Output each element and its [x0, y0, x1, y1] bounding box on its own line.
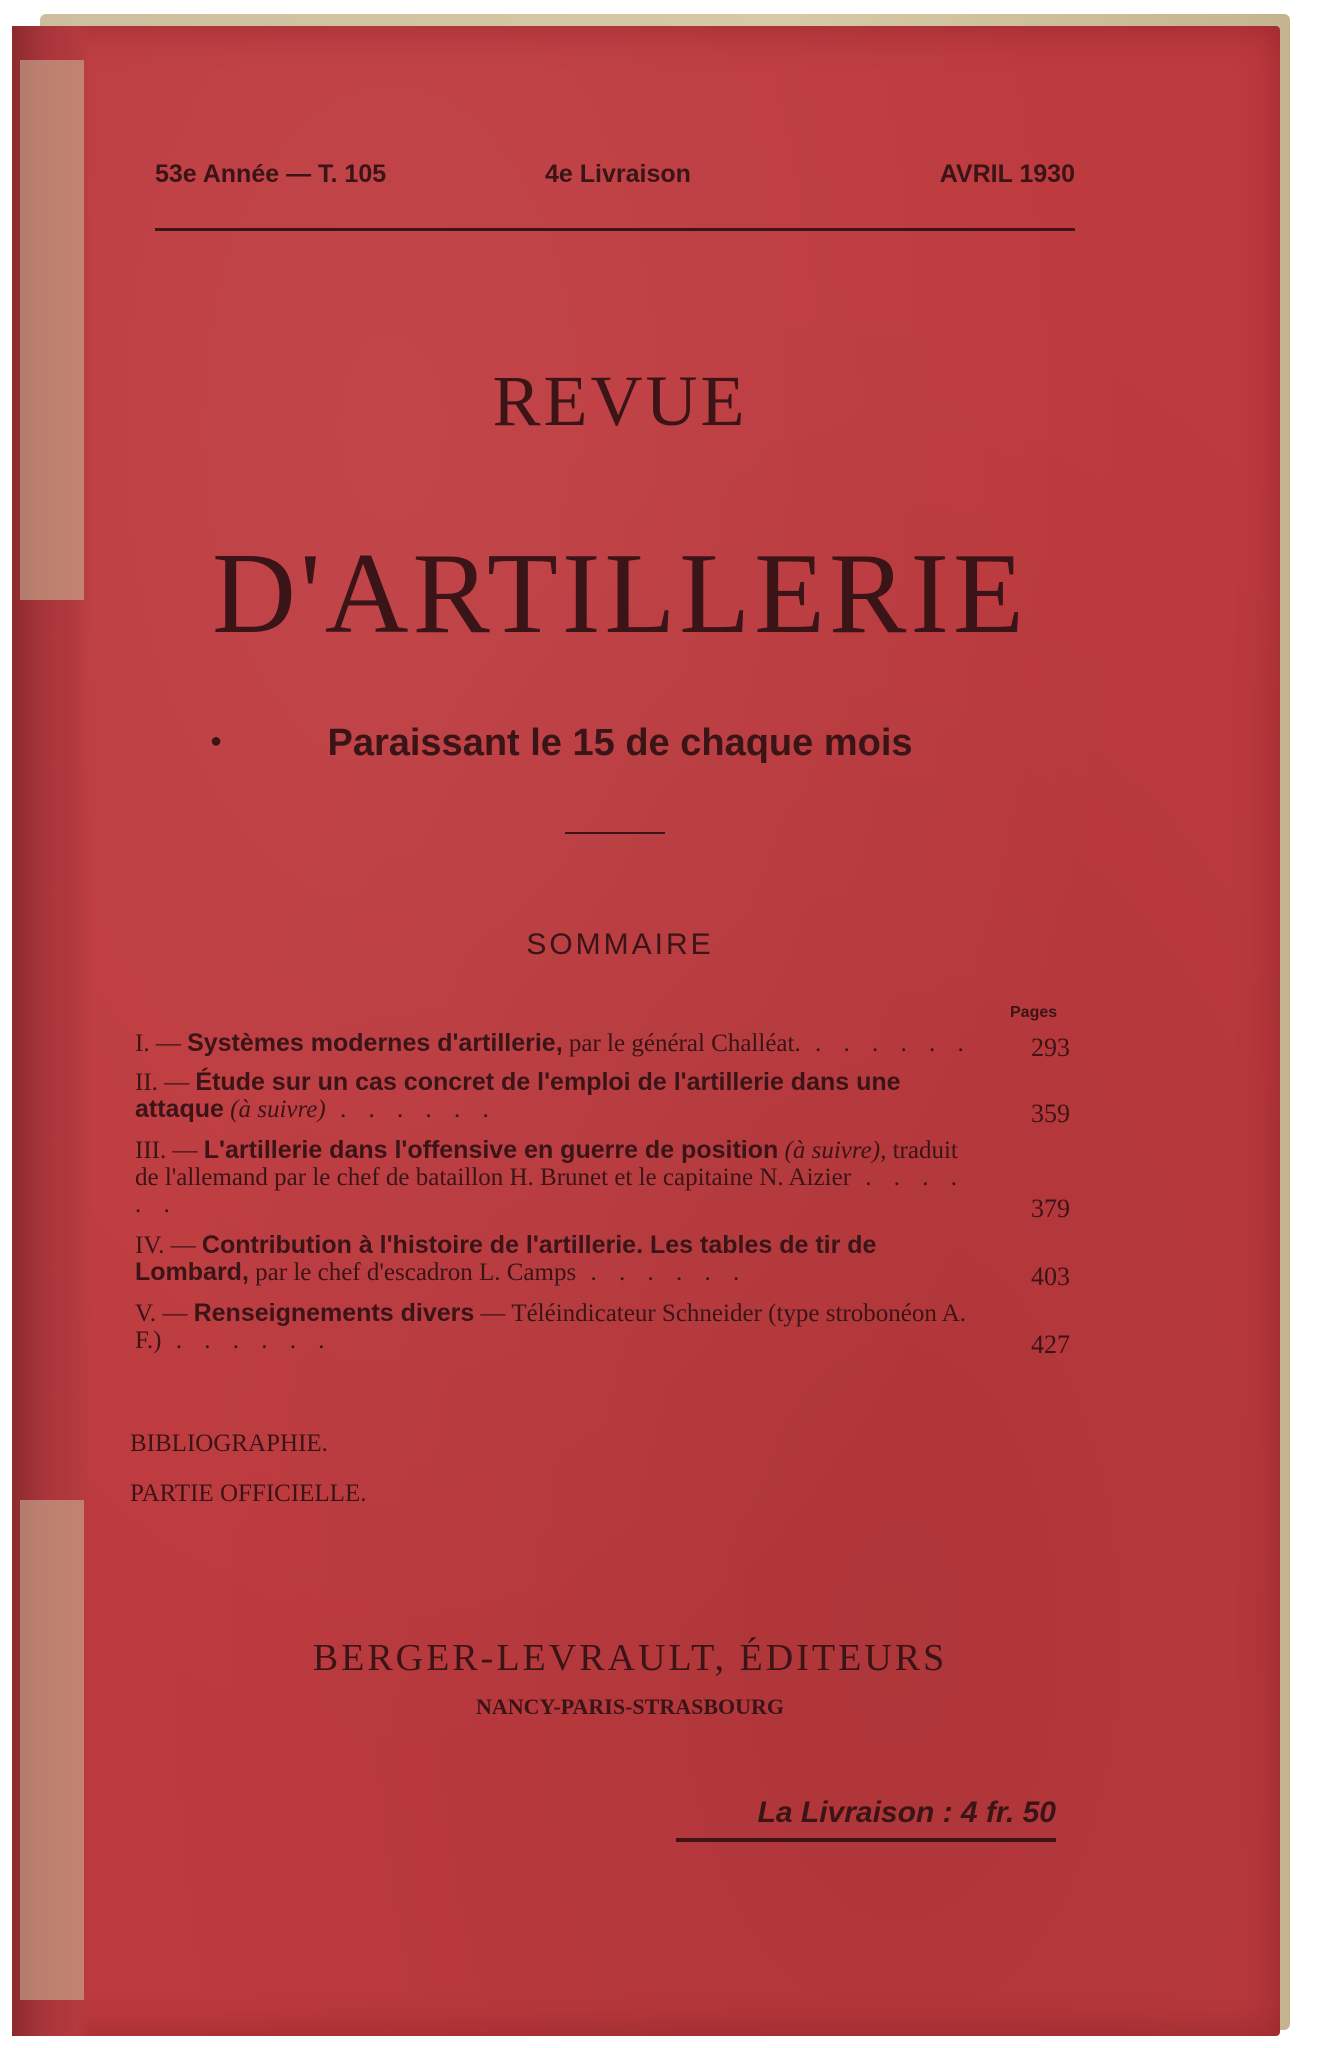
toc-page-number: 359 — [1031, 1099, 1070, 1128]
toc-author: par le chef d'escadron L. Camps — [248, 1259, 577, 1286]
toc-author: — Téléindicateur Schneider (type strobonéon A. F.) — [135, 1300, 967, 1354]
bibliographie: BIBLIOGRAPHIE. — [130, 1430, 328, 1457]
dot-leader: . . . . . . — [325, 1096, 497, 1123]
bullet-dot-icon: ● — [210, 730, 223, 752]
toc-page-number: 293 — [1031, 1033, 1070, 1062]
issue-number: 4e Livraison — [545, 160, 691, 188]
toc-title: Étude sur un cas concret de l'emploi de l'artillerie dans une attaque — [135, 1068, 901, 1123]
toc-title: L'artillerie dans l'offensive en guerre de position — [203, 1136, 779, 1164]
toc-page-number: 427 — [1031, 1330, 1070, 1359]
toc-number: IV. — — [135, 1232, 202, 1259]
dot-leader: . . . . . . — [161, 1327, 333, 1354]
toc-entry-text — [135, 1069, 1070, 1123]
toc-entry — [135, 1029, 1070, 1062]
header-rule — [155, 228, 1075, 231]
publisher-name: BERGER-LEVRAULT, ÉDITEURS — [312, 1637, 948, 1679]
toc-entry-text — [135, 1030, 1070, 1057]
toc-entry-text — [135, 1137, 1070, 1218]
spine-tape-bottom — [20, 1500, 84, 2000]
partie-officielle: PARTIE OFFICIELLE. — [130, 1480, 367, 1507]
spine-tape-top — [20, 60, 84, 600]
title-divider — [565, 832, 665, 834]
dot-leader: . . . . . . — [576, 1259, 748, 1286]
toc-title: Contribution à l'histoire de l'artillerie. Les tables de tir de Lombard, — [135, 1231, 877, 1286]
toc-entry — [135, 1136, 1070, 1223]
toc-author: traduit de l'allemand par le chef de bataillon H. Brunet et le capitaine N. Aizier — [135, 1137, 958, 1191]
toc-number: II. — — [135, 1069, 196, 1096]
price: La Livraison : 4 fr. 50 — [757, 1796, 1056, 1829]
toc-entry — [135, 1299, 1070, 1359]
subtitle: Paraissant le 15 de chaque mois — [327, 722, 913, 764]
pages-label: Pages — [1010, 1004, 1058, 1021]
title-revue: REVUE — [492, 361, 748, 441]
toc-number: III. — — [135, 1137, 204, 1164]
publisher-cities: NANCY-PARIS-STRASBOURG — [475, 1694, 785, 1719]
price-underline — [676, 1838, 1056, 1842]
toc-title: Systèmes modernes d'artillerie, — [187, 1029, 563, 1057]
toc-entry — [135, 1068, 1070, 1128]
toc-note: (à suivre) — [223, 1096, 326, 1123]
toc-number: V. — — [135, 1300, 194, 1327]
issue-date: AVRIL 1930 — [939, 160, 1075, 188]
toc-note: (à suivre), — [778, 1137, 887, 1164]
toc-entry — [135, 1231, 1070, 1291]
toc-author: par le général Challéat. — [562, 1030, 801, 1057]
toc-title: Renseignements divers — [193, 1299, 475, 1327]
dot-leader: . . . . . . — [800, 1030, 972, 1057]
toc-page-number: 403 — [1031, 1262, 1070, 1291]
toc-entry-text — [135, 1300, 1070, 1354]
year-volume: 53e Année — T. 105 — [155, 160, 387, 188]
toc-page-number: 379 — [1031, 1194, 1070, 1223]
table-of-contents — [135, 1029, 1070, 1359]
title-artillerie: D'ARTILLERIE — [212, 530, 1028, 658]
toc-number: I. — — [135, 1030, 188, 1057]
issue-header — [155, 160, 1075, 200]
dot-leader: . . . . . . — [135, 1164, 966, 1218]
sommaire-heading: SOMMAIRE — [526, 928, 714, 961]
toc-entry-text — [135, 1232, 1070, 1286]
